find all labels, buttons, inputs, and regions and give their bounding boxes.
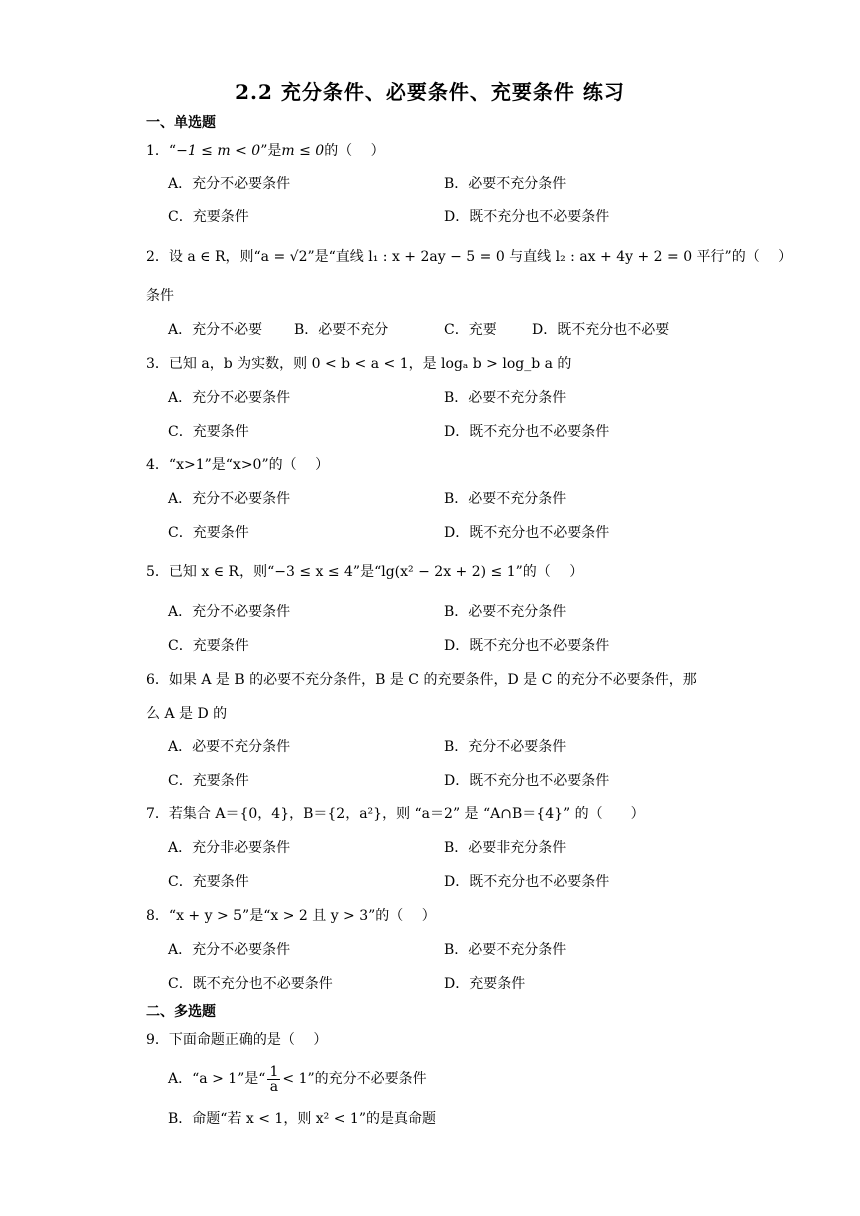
target-expr: m ≤ 0: [281, 143, 325, 159]
q5-option-d[interactable]: D．既不充分也不必要条件: [444, 638, 610, 654]
fraction-denominator: a: [269, 1078, 279, 1095]
q6-option-c[interactable]: C．充要条件: [168, 773, 249, 789]
q4-option-a[interactable]: A．充分不必要条件: [168, 491, 291, 507]
section-heading-multi: 二、多选题: [146, 1004, 216, 1020]
q4-option-c[interactable]: C．充要条件: [168, 525, 249, 541]
question-number: 9．: [146, 1032, 169, 1048]
q7-option-b[interactable]: B．必要非充分条件: [444, 840, 567, 856]
q4-option-b[interactable]: B．必要不充分条件: [444, 491, 567, 507]
question-tail: 的（ ）: [324, 143, 385, 159]
question-9: [146, 1031, 327, 1049]
question-5: [146, 563, 583, 581]
question-6-cont: 么 A 是 D 的: [146, 706, 228, 722]
fraction-numerator: 1: [269, 1063, 279, 1080]
question-number: 4．: [146, 457, 169, 473]
quote-mid: ”是: [260, 143, 282, 159]
question-text: “x>1”是“x>0”的（ ）: [168, 457, 330, 473]
q3-option-d[interactable]: D．既不充分也不必要条件: [444, 424, 610, 440]
q9-option-b[interactable]: B．命题“若 x < 1，则 x² < 1”的是真命题: [168, 1111, 436, 1127]
q8-option-a[interactable]: A．充分不必要条件: [168, 942, 291, 958]
q5-option-b[interactable]: B．必要不充分条件: [444, 604, 567, 620]
question-7: [146, 805, 645, 823]
question-number: 6．: [146, 672, 169, 688]
question-2-cont: 条件: [146, 288, 174, 304]
q3-option-c[interactable]: C．充要条件: [168, 424, 249, 440]
question-number: 1．: [146, 143, 169, 159]
question-number: 7．: [146, 806, 169, 822]
question-6: [146, 671, 697, 689]
question-text: “x + y > 5”是“x > 2 且 y > 3”的（ ）: [168, 908, 436, 924]
q2-option-b[interactable]: B．必要不充分: [294, 322, 389, 338]
question-text: 若集合 A＝{0，4}，B＝{2，a²}，则 “a＝2” 是 “A∩B＝{4}” 的（ ）: [168, 806, 645, 822]
q6-option-b[interactable]: B．充分不必要条件: [444, 739, 567, 755]
question-3: [146, 355, 571, 373]
question-text: 设 a ∈ R，则“a = √2”是“直线 l₁ : x + 2ay − 5 = 0 与直线 l₂ : ax + 4y + 2 = 0 平行”的（ ）: [168, 249, 793, 265]
q1-option-b[interactable]: B．必要不充分条件: [444, 176, 567, 192]
q7-option-c[interactable]: C．充要条件: [168, 874, 249, 890]
q2-option-a[interactable]: A．充分不必要: [168, 322, 263, 338]
question-text: 下面命题正确的是（ ）: [168, 1032, 328, 1048]
q5-option-c[interactable]: C．充要条件: [168, 638, 249, 654]
fraction: [267, 1065, 280, 1094]
question-number: 3．: [146, 356, 169, 372]
q1-option-d[interactable]: D．既不充分也不必要条件: [444, 209, 610, 225]
question-number: 8．: [146, 908, 169, 924]
q3-option-b[interactable]: B．必要不充分条件: [444, 390, 567, 406]
question-8: [146, 907, 436, 925]
q8-option-c[interactable]: C．既不充分也不必要条件: [168, 976, 333, 992]
q8-option-d[interactable]: D．充要条件: [444, 976, 526, 992]
q3-option-a[interactable]: A．充分不必要条件: [168, 390, 291, 406]
q5-option-a[interactable]: A．充分不必要条件: [168, 604, 291, 620]
question-1: [146, 142, 385, 160]
question-text: 如果 A 是 B 的必要不充分条件，B 是 C 的充要条件，D 是 C 的充分不必要条件，那: [168, 672, 697, 688]
q1-option-c[interactable]: C．充要条件: [168, 209, 249, 225]
question-text: 已知 a，b 为实数，则 0 < b < a < 1，是 logₐ b > log_b a 的: [168, 356, 572, 372]
question-text: 已知 x ∈ R，则“−3 ≤ x ≤ 4”是“lg(x² − 2x + 2) ≤ 1”的（ ）: [168, 564, 584, 580]
q6-option-d[interactable]: D．既不充分也不必要条件: [444, 773, 610, 789]
page-title: 2.2 充分条件、必要条件、充要条件 练习: [235, 80, 625, 104]
q1-option-a[interactable]: A．充分不必要条件: [168, 176, 291, 192]
q7-option-a[interactable]: A．充分非必要条件: [168, 840, 291, 856]
option-text-tail: < 1”的充分不必要条件: [282, 1071, 427, 1087]
question-number: 2．: [146, 249, 169, 265]
section-heading-single: 一、单选题: [146, 115, 216, 131]
condition-expr: −1 ≤ m < 0: [176, 143, 261, 159]
question-4: [146, 456, 329, 474]
question-2: [146, 248, 792, 266]
q9-option-a[interactable]: [168, 1062, 427, 1096]
quote-open: “: [168, 143, 177, 159]
q8-option-b[interactable]: B．必要不充分条件: [444, 942, 567, 958]
q6-option-a[interactable]: A．必要不充分条件: [168, 739, 291, 755]
question-number: 5．: [146, 564, 169, 580]
option-text: A．“a > 1”是“: [168, 1071, 266, 1087]
q2-option-c[interactable]: C．充要: [444, 322, 497, 338]
q7-option-d[interactable]: D．既不充分也不必要条件: [444, 874, 610, 890]
q2-option-d[interactable]: D．既不充分也不必要: [532, 322, 670, 338]
q4-option-d[interactable]: D．既不充分也不必要条件: [444, 525, 610, 541]
